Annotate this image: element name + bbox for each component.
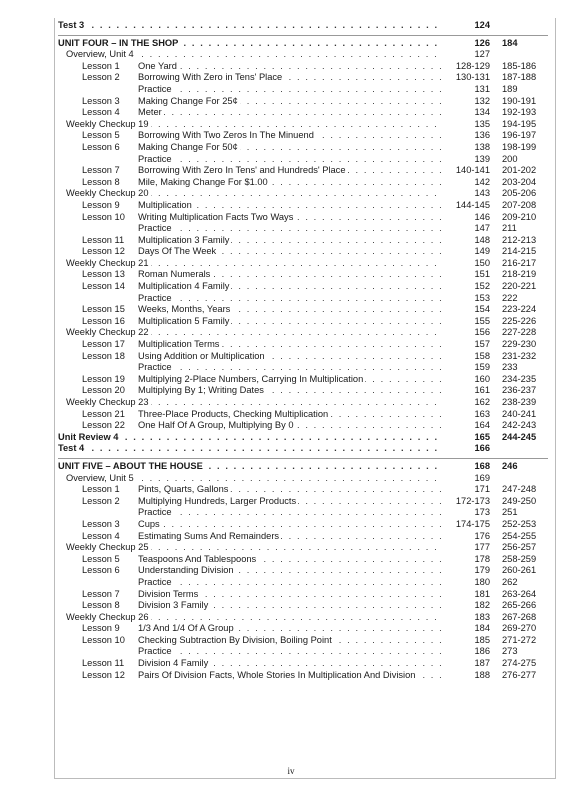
entry-title: Practice [138, 507, 172, 518]
page-number-teacher: 227-228 [502, 327, 537, 338]
lesson-label: Lesson 8 [82, 600, 120, 611]
entry-row [58, 188, 548, 200]
entry-title: Borrowing With Two Zeros In The Minuend [138, 130, 314, 141]
entry-title: Cups [138, 518, 160, 529]
dot-leader [138, 646, 442, 658]
entry-title: Weekly Checkup 26 [66, 611, 149, 622]
entry-title: Overview, Unit 4 [66, 49, 134, 60]
entry-title: Multiplication 5 Family [138, 315, 230, 326]
entry-title: Weekly Checkup 20 [66, 188, 149, 199]
entry-title: Test 3 [58, 20, 85, 30]
entry-title: One Yard [138, 60, 177, 71]
page-number-student: 150 [444, 258, 490, 270]
page-number-student: 153 [444, 293, 490, 305]
lesson-row [58, 165, 548, 177]
entry-title: 1/3 And 1/4 Of A Group [138, 623, 234, 634]
page-number-teacher: 271-272 [502, 634, 537, 645]
page-number-teacher: 269-270 [502, 623, 537, 634]
page-number-student: 135 [444, 119, 490, 131]
lesson-row [58, 223, 548, 235]
page-number-teacher: 185-186 [502, 60, 537, 71]
page-number-student: 173 [444, 507, 490, 519]
entry-title: Making Change For 50¢ [138, 141, 238, 152]
page-number-teacher: 222 [502, 292, 518, 303]
page-number-student: 155 [444, 316, 490, 328]
entry-title: Practice [138, 646, 172, 657]
section-heading-row [58, 432, 548, 444]
page-number-student: 156 [444, 327, 490, 339]
section-heading-row [58, 461, 548, 473]
entry-title: Checking Subtraction By Division, Boiling Point [138, 634, 332, 645]
page-number-student: 136 [444, 130, 490, 142]
dot-leader [138, 293, 442, 305]
entry-title: Weekly Checkup 23 [66, 397, 149, 407]
page-number-student: 139 [444, 154, 490, 166]
entry-title: Multiplying 2-Place Numbers, Carrying In Multiplication [138, 373, 364, 384]
entry-title: Division 3 Family [138, 600, 209, 611]
page-number-teacher: 273 [502, 646, 518, 657]
lesson-label: Lesson 5 [82, 553, 120, 564]
dot-leader [138, 362, 442, 374]
page-number-teacher: 260-261 [502, 565, 537, 576]
entry-title: Borrowing With Zero In Tens' and Hundreds' Place [138, 165, 346, 176]
entry-title: Pairs Of Division Facts, Whole Stories In Multiplication And Division [138, 669, 416, 680]
page-number-teacher: 196-197 [502, 130, 537, 141]
page-number-teacher: 207-208 [502, 199, 537, 210]
lesson-row [58, 362, 548, 374]
lesson-row [58, 565, 548, 577]
section-heading-row [58, 443, 548, 455]
page-number-teacher: 251 [502, 507, 518, 518]
page-number-student: 126 [444, 38, 490, 50]
page-number-teacher: 214-215 [502, 246, 537, 257]
page-number-teacher: 218-219 [502, 269, 537, 280]
dot-leader [138, 519, 442, 531]
entry-title: Understanding Division [138, 565, 234, 576]
lesson-label: Lesson 5 [82, 130, 120, 141]
page-number-student: 146 [444, 212, 490, 224]
lesson-row [58, 281, 548, 293]
page-number-student: 154 [444, 304, 490, 316]
lesson-label: Lesson 17 [82, 339, 125, 350]
section-heading-row [58, 38, 548, 50]
dot-leader [138, 107, 442, 119]
page-number-teacher: 225-226 [502, 315, 537, 326]
lesson-label: Lesson 3 [82, 518, 120, 529]
page-number-student: 152 [444, 281, 490, 293]
lesson-label: Lesson 6 [82, 565, 120, 576]
lesson-row [58, 658, 548, 670]
lesson-label: Lesson 12 [82, 246, 125, 257]
entry-title: Division 4 Family [138, 658, 209, 669]
entry-title: Writing Multiplication Facts Two Ways [138, 211, 294, 222]
lesson-label: Lesson 11 [82, 234, 125, 245]
page-number-student: 124 [444, 20, 490, 32]
lesson-row [58, 374, 548, 386]
page-number-student: 187 [444, 658, 490, 670]
page-number-teacher: 233 [502, 362, 518, 373]
lesson-row [58, 351, 548, 363]
lesson-row [58, 212, 548, 224]
page-number-teacher: 256-257 [502, 542, 537, 553]
lesson-row [58, 177, 548, 189]
page-number-teacher: 229-230 [502, 339, 537, 350]
page-number-student: 186 [444, 646, 490, 658]
page-number-student: 132 [444, 96, 490, 108]
entry-title: Three-Place Products, Checking Multiplication [138, 408, 329, 419]
lesson-label: Lesson 9 [82, 199, 120, 210]
dot-leader [138, 84, 442, 96]
page-number-student: 177 [444, 542, 490, 554]
lesson-label: Lesson 16 [82, 315, 125, 326]
entry-row [58, 49, 548, 61]
entry-row [58, 327, 548, 339]
page-number-student: 181 [444, 589, 490, 601]
page-number-teacher: 249-250 [502, 495, 537, 506]
lesson-row [58, 142, 548, 154]
entry-row [58, 473, 548, 485]
lesson-row [58, 269, 548, 281]
page-number-student: 183 [444, 612, 490, 624]
lesson-row [58, 409, 548, 421]
entry-title: One Half Of A Group, Multiplying By 0 [138, 420, 294, 431]
page-number-student: 164 [444, 420, 490, 432]
lesson-row [58, 246, 548, 258]
page-number: iv [287, 766, 295, 776]
page-number-student: 140-141 [444, 165, 490, 177]
page-number-teacher: 254-255 [502, 530, 537, 541]
lesson-row [58, 519, 548, 531]
page-number-teacher: 276-277 [502, 669, 537, 680]
page-number-teacher: 231-232 [502, 350, 537, 361]
page-number-student: 166 [444, 443, 490, 455]
page-number-student: 178 [444, 554, 490, 566]
page-number-student: 160 [444, 374, 490, 386]
page-number-student: 163 [444, 409, 490, 421]
lesson-row [58, 385, 548, 397]
lesson-row [58, 130, 548, 142]
page-number-teacher: 223-224 [502, 304, 537, 315]
page-number-student: 149 [444, 246, 490, 258]
page-number-teacher: 209-210 [502, 211, 537, 222]
entry-title: UNIT FOUR – IN THE SHOP [58, 37, 179, 48]
lesson-label: Lesson 4 [82, 107, 120, 118]
entry-title: Division Terms [138, 588, 199, 599]
entry-title: Practice [138, 292, 172, 303]
page-number-student: 142 [444, 177, 490, 189]
entry-title: Multiplication 4 Family [138, 281, 230, 292]
lesson-label: Lesson 11 [82, 658, 125, 669]
dot-leader [138, 154, 442, 166]
page-number-teacher: 205-206 [502, 188, 537, 199]
page-number-teacher: 189 [502, 83, 518, 94]
entry-title: Practice [138, 223, 172, 234]
page-number-student: 151 [444, 269, 490, 281]
lesson-row [58, 507, 548, 519]
lesson-row [58, 154, 548, 166]
lesson-label: Lesson 10 [82, 211, 125, 222]
lesson-row [58, 496, 548, 508]
lesson-label: Lesson 7 [82, 588, 120, 599]
lesson-row [58, 293, 548, 305]
entry-title: Weekly Checkup 22 [66, 327, 149, 338]
page-number-teacher: 203-204 [502, 176, 537, 187]
page-number-teacher: 187-188 [502, 72, 537, 83]
page-number-student: 171 [444, 484, 490, 496]
page-number-student: 184 [444, 623, 490, 635]
page-number-teacher: 234-235 [502, 373, 537, 384]
page-number-teacher: 274-275 [502, 658, 537, 669]
entry-title: Teaspoons And Tablespoons [138, 553, 257, 564]
page-number-teacher: 190-191 [502, 95, 537, 106]
page-number-teacher: 216-217 [502, 257, 537, 268]
lesson-label: Lesson 7 [82, 165, 120, 176]
entry-title: Weekly Checkup 21 [66, 257, 149, 268]
lesson-label: Lesson 1 [82, 484, 120, 495]
lesson-label: Lesson 9 [82, 623, 120, 634]
lesson-row [58, 577, 548, 589]
lesson-row [58, 635, 548, 647]
entry-title: Mile, Making Change For $1.00 [138, 176, 268, 187]
entry-title: Practice [138, 576, 172, 587]
page-number-student: 157 [444, 339, 490, 351]
page-number-teacher: 265-266 [502, 600, 537, 611]
page-number-teacher: 244-245 [502, 431, 537, 442]
entry-title: Weekly Checkup 19 [66, 118, 149, 129]
lesson-label: Lesson 15 [82, 304, 125, 315]
dot-leader [138, 61, 442, 73]
lesson-label: Lesson 10 [82, 634, 125, 645]
page-number-student: 130-131 [444, 72, 490, 84]
page-number-teacher: 246 [502, 460, 518, 471]
page-number-teacher: 252-253 [502, 518, 537, 529]
entry-title: Multiplication 3 Family [138, 234, 230, 245]
entry-title: Weeks, Months, Years [138, 304, 231, 315]
entry-title: Days Of The Week [138, 246, 217, 257]
lesson-label: Lesson 3 [82, 95, 120, 106]
page-number-teacher: 263-264 [502, 588, 537, 599]
section-heading-row [58, 20, 548, 32]
lesson-row [58, 72, 548, 84]
page-number-student: 144-145 [444, 200, 490, 212]
dot-leader [58, 20, 442, 32]
page-number-teacher: 198-199 [502, 141, 537, 152]
entry-title: Unit Review 4 [58, 431, 119, 442]
entry-title: Roman Numerals [138, 269, 211, 280]
entry-title: Weekly Checkup 25 [66, 542, 149, 553]
dot-leader [138, 507, 442, 519]
entry-row [58, 612, 548, 624]
lesson-row [58, 600, 548, 612]
page-number-student: 188 [444, 670, 490, 682]
entry-title: Pints, Quarts, Gallons [138, 484, 229, 495]
lesson-row [58, 96, 548, 108]
lesson-row [58, 316, 548, 328]
page-number-student: 176 [444, 531, 490, 543]
page-number-student: 179 [444, 565, 490, 577]
lesson-row [58, 670, 548, 682]
page-number-student: 127 [444, 49, 490, 61]
entry-row [58, 542, 548, 554]
entry-title: Practice [138, 153, 172, 164]
entry-row [58, 258, 548, 270]
lesson-row [58, 84, 548, 96]
entry-title: Borrowing With Zero in Tens' Place [138, 72, 283, 83]
page-number-student: 169 [444, 473, 490, 485]
page-number-student: 158 [444, 351, 490, 363]
section-divider [58, 35, 548, 36]
entry-title: Multiplying Hundreds, Larger Products [138, 495, 297, 506]
lesson-row [58, 200, 548, 212]
entry-title: Multiplication Terms [138, 339, 220, 350]
entry-title: UNIT FIVE – ABOUT THE HOUSE [58, 460, 203, 471]
lesson-label: Lesson 12 [82, 669, 125, 680]
page-number-student: 148 [444, 235, 490, 247]
dot-leader [58, 443, 442, 455]
page-number-teacher: 220-221 [502, 281, 537, 292]
lesson-label: Lesson 18 [82, 350, 125, 361]
page-number-student: 162 [444, 397, 490, 409]
lesson-label: Lesson 14 [82, 281, 125, 292]
page-number-student: 182 [444, 600, 490, 612]
lesson-row [58, 61, 548, 73]
page-number-student: 174-175 [444, 519, 490, 531]
page-number-teacher: 184 [502, 37, 518, 48]
entry-title: Test 4 [58, 443, 85, 454]
page-number-student: 180 [444, 577, 490, 589]
entry-title: Meter [138, 107, 162, 118]
entry-title: Multiplying By 1; Writing Dates [138, 385, 264, 396]
page-number-teacher: 201-202 [502, 165, 537, 176]
lesson-label: Lesson 6 [82, 141, 120, 152]
lesson-row [58, 554, 548, 566]
page-number-teacher: 242-243 [502, 420, 537, 431]
page-number-student: 128-129 [444, 61, 490, 73]
page-number-teacher: 258-259 [502, 553, 537, 564]
entry-row [58, 397, 548, 409]
lesson-label: Lesson 8 [82, 176, 120, 187]
entry-title: Estimating Sums And Remainders [138, 530, 280, 541]
entry-title: Making Change For 25¢ [138, 95, 238, 106]
lesson-row [58, 484, 548, 496]
lesson-label: Lesson 4 [82, 530, 120, 541]
page-number-student: 185 [444, 635, 490, 647]
page-number-teacher: 200 [502, 153, 518, 164]
lesson-label: Lesson 21 [82, 408, 125, 419]
table-of-contents [58, 20, 548, 681]
page-number-teacher: 192-193 [502, 107, 537, 118]
lesson-label: Lesson 22 [82, 420, 125, 431]
page-number-teacher: 212-213 [502, 234, 537, 245]
entry-title: Multiplication [138, 199, 192, 210]
lesson-row [58, 420, 548, 432]
page-number-student: 131 [444, 84, 490, 96]
section-divider [58, 458, 548, 459]
page-number-teacher: 247-248 [502, 484, 537, 495]
page-number-teacher: 211 [502, 223, 517, 234]
lesson-row [58, 235, 548, 247]
lesson-row [58, 304, 548, 316]
dot-leader [138, 577, 442, 589]
page-number-student: 168 [444, 461, 490, 473]
page-number-teacher: 194-195 [502, 118, 537, 129]
entry-title: Practice [138, 83, 172, 94]
page-number-teacher: 236-237 [502, 385, 537, 396]
page-number-student: 161 [444, 385, 490, 397]
entry-title: Practice [138, 362, 172, 373]
lesson-row [58, 339, 548, 351]
page-number-student: 138 [444, 142, 490, 154]
lesson-label: Lesson 20 [82, 385, 125, 396]
page-number-student: 159 [444, 362, 490, 374]
page-number-teacher: 240-241 [502, 408, 537, 419]
lesson-label: Lesson 1 [82, 60, 120, 71]
lesson-label: Lesson 19 [82, 373, 125, 384]
entry-title: Overview, Unit 5 [66, 472, 134, 483]
page-number-teacher: 262 [502, 576, 518, 587]
page-number-student: 134 [444, 107, 490, 119]
lesson-row [58, 107, 548, 119]
lesson-label: Lesson 13 [82, 269, 125, 280]
page-number-teacher: 267-268 [502, 611, 537, 622]
page-number-student: 172-173 [444, 496, 490, 508]
lesson-label: Lesson 2 [82, 495, 120, 506]
lesson-row [58, 623, 548, 635]
dot-leader [138, 223, 442, 235]
entry-title: Using Addition or Multiplication [138, 350, 265, 361]
page-number-student: 143 [444, 188, 490, 200]
page-number-teacher: 238-239 [502, 397, 537, 407]
entry-row [58, 119, 548, 131]
lesson-row [58, 646, 548, 658]
lesson-row [58, 531, 548, 543]
lesson-row [58, 589, 548, 601]
page-number-student: 147 [444, 223, 490, 235]
lesson-label: Lesson 2 [82, 72, 120, 83]
page-number-student: 165 [444, 432, 490, 444]
